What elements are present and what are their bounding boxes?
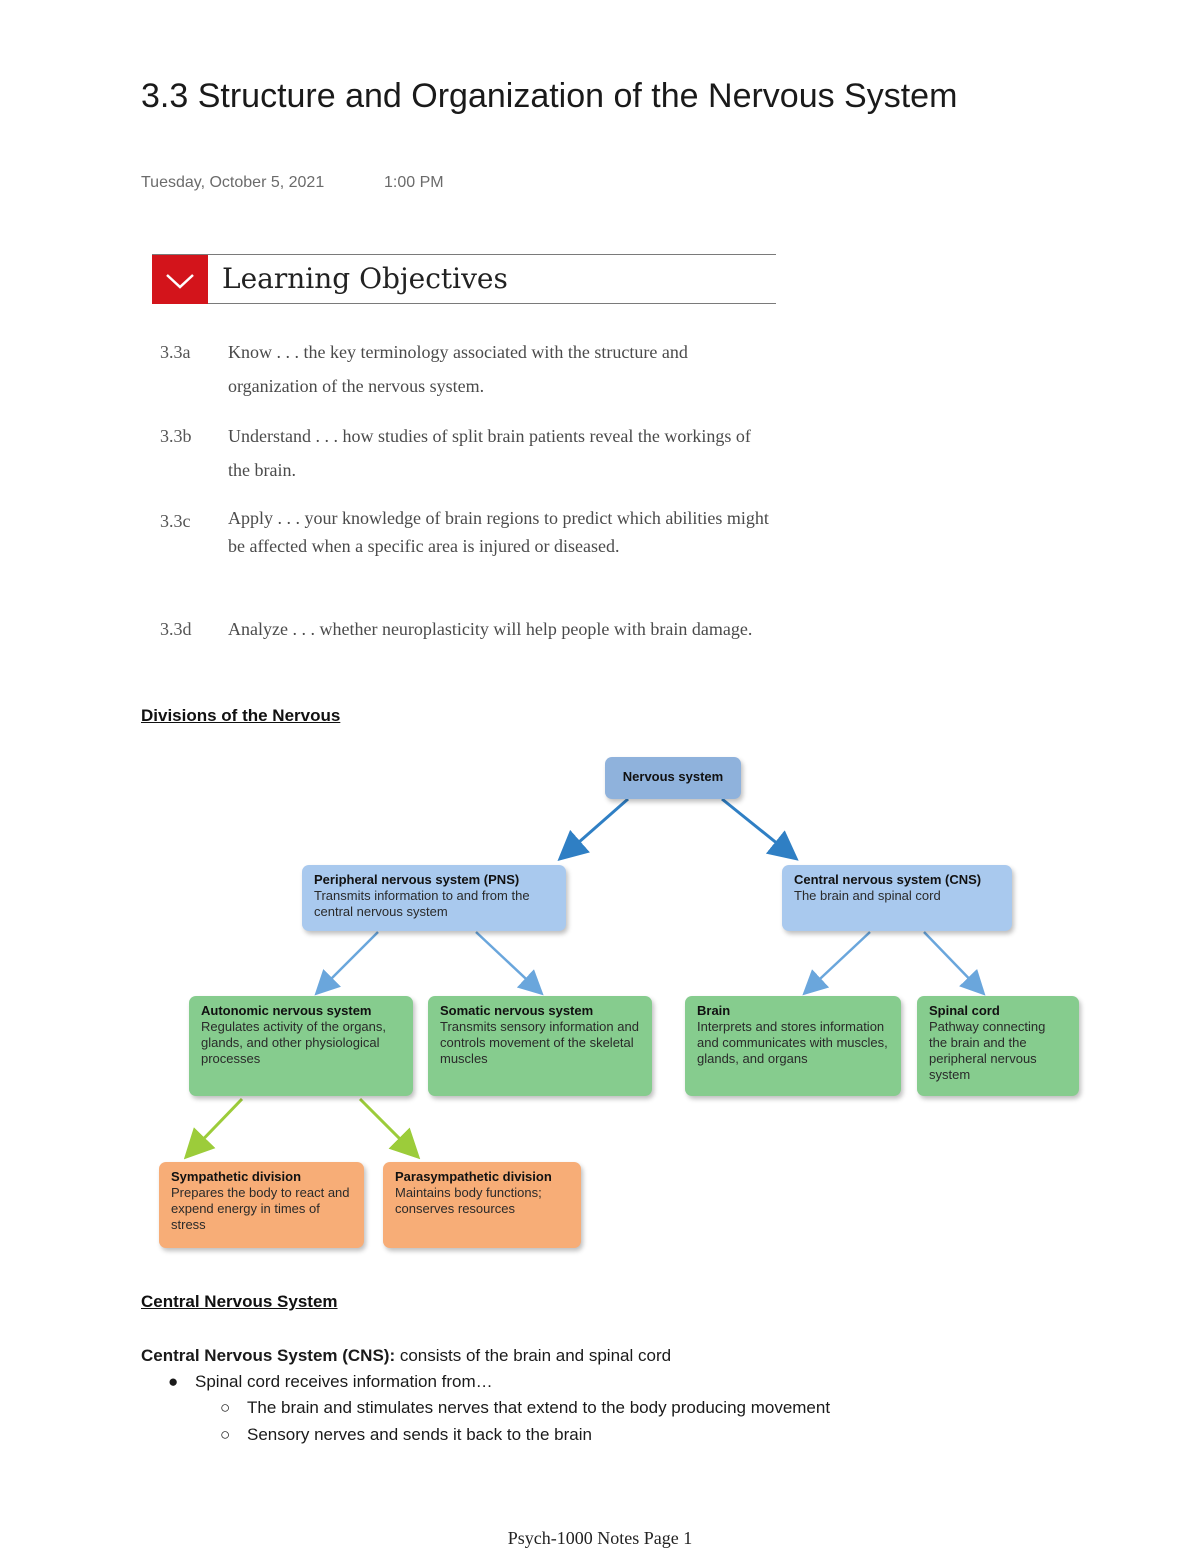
node-description: Pathway connecting the brain and the peripheral nervous system [929,1019,1046,1082]
objective-text: Understand . . . how studies of split brain patients reveal the workings of the brain. [228,426,751,480]
bullet-marker: ● [168,1372,179,1391]
objectives-bottom-rule [152,303,776,304]
definition-text: consists of the brain and spinal cord [395,1346,672,1365]
node-spinal-cord [917,996,1079,1096]
objective-code: 3.3b [160,426,192,446]
chevron-down-icon [152,255,208,304]
time-stamp: 1:00 PM [384,174,444,191]
date-stamp: Tuesday, October 5, 2021 [141,174,325,191]
objective-text: Analyze . . . whether neuroplasticity will help people with brain damage. [228,619,753,639]
node-autonomic [189,996,413,1096]
node-title: Central nervous system (CNS) [794,872,982,887]
nervous-system-diagram [150,745,1100,1270]
node-description: Regulates activity of the organs, glands, and other physiological processes [201,1019,386,1066]
objectives-heading: Learning Objectives [222,262,508,295]
arrow-ns-to-pns [562,799,628,857]
node-description: Interprets and stores information and communicates with muscles, glands, and organs [697,1019,888,1066]
sub-bullet-text: The brain and stimulates nerves that extend to the body producing movement [247,1398,831,1417]
node-description: Transmits sensory information and controls movement of the skeletal muscles [440,1019,639,1066]
node-pns [302,865,566,931]
node-title: Brain [697,1003,731,1018]
node-cns [782,865,1012,931]
node-description: Transmits information to and from the central nervous system [314,888,530,919]
node-brain [685,996,901,1096]
node-title: Autonomic nervous system [201,1003,372,1018]
page-footer: Psych-1000 Notes Page 1 [507,1528,693,1548]
divisions-heading: Divisions of the Nervous [141,706,341,725]
node-title: Sympathetic division [171,1169,302,1184]
arrow-autonomic-to-parasympathetic [360,1099,416,1155]
node-title: Somatic nervous system [440,1003,594,1018]
node-title: Parasympathetic division [395,1169,552,1184]
cns-definition [141,1346,671,1366]
node-somatic [428,996,652,1096]
definition-term: Central Nervous System (CNS): [141,1346,396,1365]
node-parasympathetic [383,1162,581,1248]
node-description: Prepares the body to react and expend energy in times of stress [171,1185,350,1232]
objective-code: 3.3a [160,342,191,362]
bullet-text: Spinal cord receives information from… [195,1372,493,1391]
objective-text: Apply . . . your knowledge of brain regions to predict which abilities might be affected when a specific area is injured or diseased. [228,508,769,556]
arrow-cns-to-spinal-cord [924,932,982,992]
arrow-ns-to-cns [722,799,794,857]
node-title: Peripheral nervous system (PNS) [314,872,520,887]
node-title: Spinal cord [929,1003,1000,1018]
arrow-pns-to-autonomic [318,932,378,992]
arrow-autonomic-to-sympathetic [188,1099,242,1155]
node-nervous-system [605,757,741,799]
sub-bullet-marker: ○ [220,1425,231,1444]
node-title: Nervous system [622,769,724,784]
sub-bullet-marker: ○ [220,1398,231,1417]
objectives-top-rule [152,254,776,255]
objective-text: Know . . . the key terminology associated with the structure and organization of the nervous system. [228,342,688,396]
node-description: Maintains body functions; conserves resources [395,1185,542,1216]
cns-heading: Central Nervous System [141,1292,338,1311]
objective-code: 3.3c [160,511,191,531]
page-title: 3.3 Structure and Organization of the Nervous System [141,77,958,115]
arrow-cns-to-brain [806,932,870,992]
arrow-pns-to-somatic [476,932,540,992]
sub-bullet-text: Sensory nerves and sends it back to the brain [247,1425,592,1444]
objectives-toggle[interactable] [152,255,208,304]
node-description: The brain and spinal cord [794,888,941,903]
node-sympathetic [159,1162,364,1248]
objective-code: 3.3d [160,619,192,639]
